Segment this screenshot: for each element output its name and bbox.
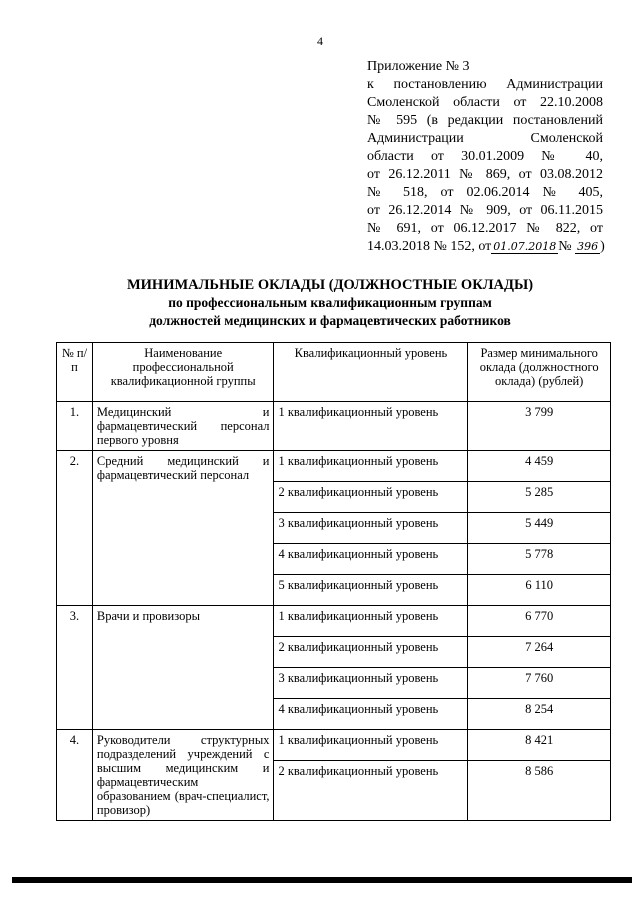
salary-cell: 6 110 [468, 575, 611, 606]
table-row [57, 451, 611, 482]
appendix-line: к постановлению Администрации [367, 77, 603, 92]
salary-cell: 8 586 [468, 761, 611, 821]
title-line-3: должностей медицинских и фармацевтических работников [149, 313, 511, 328]
appendix-line: Приложение № 3 [367, 59, 470, 74]
header-name: Наименование профессиональной квалификационной группы [92, 343, 274, 402]
salary-table [56, 342, 611, 821]
appendix-line: от 26.12.2014 № 909, от 06.11.2015 [367, 203, 603, 218]
salary-cell: 8 421 [468, 730, 611, 761]
table-row [57, 606, 611, 637]
header-num: № п/п [57, 343, 93, 402]
level-cell: 3 квалификационный уровень [274, 513, 468, 544]
salary-cell: 3 799 [468, 402, 611, 451]
table-header-row [57, 343, 611, 402]
title-line-2: по профессиональным квалификационным группам [168, 295, 492, 310]
level-cell: 5 квалификационный уровень [274, 575, 468, 606]
appendix-line: № 518, от 02.06.2014 № 405, [367, 185, 603, 200]
appendix-header [367, 58, 603, 256]
group-num: 4. [57, 730, 93, 821]
group-name: Средний медицинский и фармацевтический персонал [92, 451, 274, 606]
document-title [60, 276, 600, 330]
group-num: 1. [57, 402, 93, 451]
salary-cell: 7 264 [468, 637, 611, 668]
appendix-last-prefix: 14.03.2018 № 152, от [367, 239, 492, 254]
handwritten-date: 01.07.2018 [493, 240, 557, 253]
level-cell: 2 квалификационный уровень [274, 482, 468, 513]
appendix-line: Администрации Смоленской [367, 131, 603, 146]
appendix-last-suffix: ) [600, 239, 605, 254]
level-cell: 1 квалификационный уровень [274, 606, 468, 637]
appendix-line-last [367, 238, 603, 256]
salary-cell: 4 459 [468, 451, 611, 482]
level-cell: 1 квалификационный уровень [274, 451, 468, 482]
salary-cell: 7 760 [468, 668, 611, 699]
level-cell: 2 квалификационный уровень [274, 637, 468, 668]
title-line-1: МИНИМАЛЬНЫЕ ОКЛАДЫ (ДОЛЖНОСТНЫЕ ОКЛАДЫ) [126, 277, 534, 293]
appendix-line: № 691, от 06.12.2017 № 822, от [367, 221, 603, 236]
table-row [57, 402, 611, 451]
appendix-line: Смоленской области от 22.10.2008 [367, 95, 603, 110]
page-number: 4 [317, 34, 323, 48]
level-cell: 3 квалификационный уровень [274, 668, 468, 699]
salary-cell: 5 778 [468, 544, 611, 575]
salary-cell: 5 285 [468, 482, 611, 513]
group-name: Врачи и провизоры [92, 606, 274, 730]
header-size: Размер минимального оклада (должностного оклада) (рублей) [468, 343, 611, 402]
level-cell: 1 квалификационный уровень [274, 402, 468, 451]
salary-cell: 6 770 [468, 606, 611, 637]
scan-edge-bar [12, 877, 632, 883]
appendix-line: № 595 (в редакции постановлений [367, 113, 603, 128]
appendix-line: от 26.12.2011 № 869, от 03.08.2012 [367, 167, 603, 182]
level-cell: 4 квалификационный уровень [274, 544, 468, 575]
level-cell: 1 квалификационный уровень [274, 730, 468, 761]
table-row [57, 730, 611, 761]
level-cell: 4 квалификационный уровень [274, 699, 468, 730]
group-num: 3. [57, 606, 93, 730]
group-num: 2. [57, 451, 93, 606]
group-name: Руководители структурных подразделений учреждений с высшим медицинским и фармацевтическим образованием (врач-специалист, провизор) [92, 730, 274, 821]
level-cell: 2 квалификационный уровень [274, 761, 468, 821]
appendix-line: области от 30.01.2009 № 40, [367, 149, 603, 164]
handwritten-number: 396 [577, 240, 599, 253]
appendix-number-sign: № [558, 239, 572, 254]
group-name: Медицинский и фармацевтический персонал первого уровня [92, 402, 274, 451]
header-level: Квалификационный уровень [274, 343, 468, 402]
salary-cell: 8 254 [468, 699, 611, 730]
salary-cell: 5 449 [468, 513, 611, 544]
